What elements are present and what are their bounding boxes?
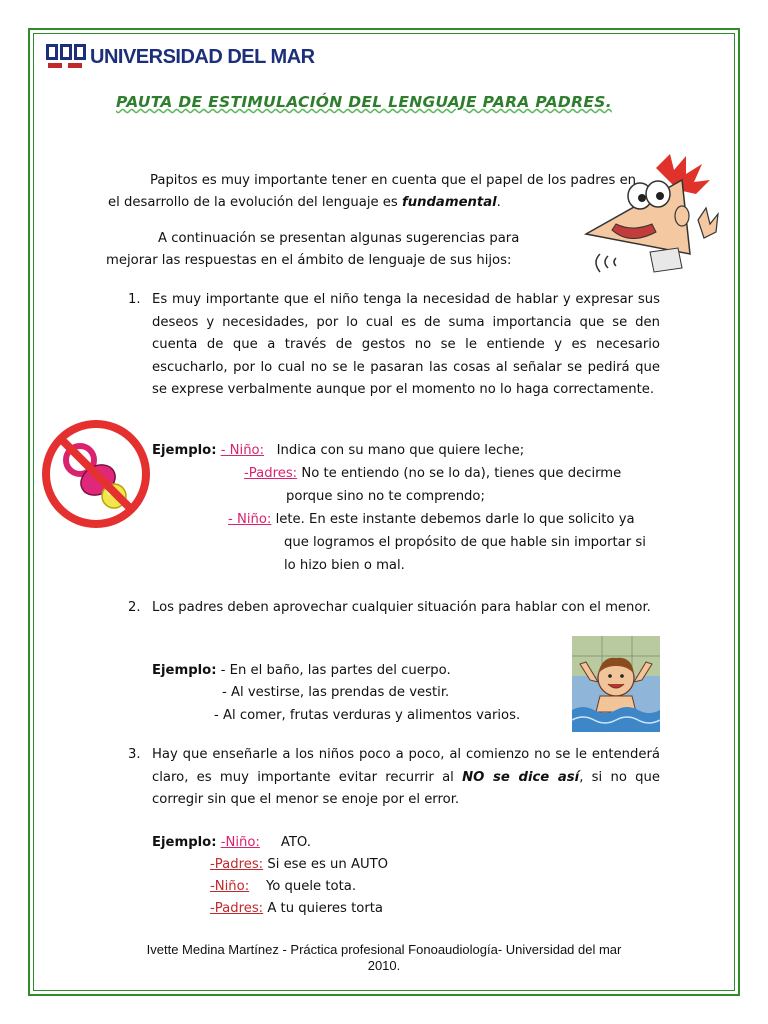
item-text-3-b: , si no que corregir sin que el menor se enoje por el error.: [152, 769, 661, 807]
example-1-row-3: [228, 509, 668, 532]
example-3-text-4: A tu quieres torta: [267, 901, 384, 916]
example-3-label: Ejemplo: [152, 835, 212, 850]
page-title: PAUTA DE ESTIMULACIÓN DEL LENGUAJE PARA PADRES.: [116, 93, 612, 111]
example-3-text-3: Yo quele tota.: [265, 879, 357, 894]
child-bath-illustration: [572, 636, 660, 732]
example-3-row-2: [210, 854, 570, 877]
example-2-line-3: - Al comer, frutas verduras y alimentos varios.: [214, 708, 521, 723]
item-text-3-a: Hay que enseñarle a los niños poco a poco, al comienzo no se le entenderá claro, es muy importante evitar recurrir al: [152, 747, 660, 785]
university-logo-icon: [44, 42, 88, 72]
example-3-role-3: -Niño:: [210, 879, 250, 894]
example-3-row-1: [152, 832, 552, 855]
item-text-3: [152, 744, 660, 812]
example-3-row-3: [210, 876, 570, 899]
example-1-row-2: [244, 463, 674, 486]
intro-line-1: Papitos es muy importante tener en cuenta que el papel de los padres en: [150, 173, 637, 188]
example-3-text-1: ATO.: [280, 835, 311, 850]
footer-line-1: Ivette Medina Martínez - Práctica profesional Fonoaudiología- Universidad del mar: [146, 942, 622, 957]
example-3-role-1: -Niño:: [220, 835, 260, 850]
example-2-label: Ejemplo: [152, 663, 212, 678]
example-2-colon: :: [211, 663, 217, 678]
example-1-row-3-cont-1: que logramos el propósito de que hable sin importar si: [284, 535, 646, 550]
example-1-colon: :: [211, 443, 217, 458]
example-3-colon: :: [211, 835, 217, 850]
item-number-2: 2.: [128, 600, 141, 615]
intro-line-2-end: .: [496, 195, 501, 210]
no-pacifier-sign-icon: [40, 418, 152, 530]
example-3-role-2: -Padres:: [210, 857, 264, 872]
example-1-row-3-cont-2: lo hizo bien o mal.: [284, 558, 405, 573]
university-logo: [44, 42, 315, 72]
item-text-1: Es muy importante que el niño tenga la necesidad de hablar y expresar sus deseos y necesidades, por lo cual es de suma importancia que se den cuenta de que a través de gestos no se le entiende y es necesario escucharlo, por lo cual no se le pasaran las cosas al señalar se pedirá que se exprese verbalmente aunque por el momento no lo haga correctamente.: [152, 292, 660, 397]
intro-line-4: mejorar las respuestas en el ámbito de lenguaje de sus hijos:: [106, 253, 512, 268]
intro-line-2: [108, 192, 628, 215]
item-number-3: 3.: [128, 747, 141, 762]
intro-emphasis: fundamental: [401, 195, 497, 210]
example-2-line-1: - En el baño, las partes del cuerpo.: [220, 663, 451, 678]
example-3-text-2: Si ese es un AUTO: [267, 857, 389, 872]
example-3-role-4: -Padres:: [210, 901, 264, 916]
logo-text: UNIVERSIDAD DEL MAR: [90, 45, 315, 68]
page-footer: [100, 942, 668, 974]
example-1-row-1: [152, 440, 672, 463]
item-text-2: Los padres deben aprovechar cualquier situación para hablar con el menor.: [152, 600, 651, 615]
example-1-row-2-cont: porque sino no te comprendo;: [286, 489, 485, 504]
example-1-text-3: lete. En este instante debemos darle lo que solicito ya: [275, 512, 635, 527]
footer-line-2: 2010.: [367, 958, 401, 973]
example-1-text-2: No te entiendo (no se lo da), tienes que decirme: [301, 466, 622, 481]
intro-line-2-text: el desarrollo de la evolución del lenguaje es: [108, 195, 402, 210]
item-text-3-emphasis: NO se dice así: [462, 769, 580, 785]
example-1-label: Ejemplo: [152, 443, 212, 458]
example-1-role-nino: - Niño:: [220, 443, 265, 458]
intro-line-3: A continuación se presentan algunas sugerencias para: [158, 231, 520, 246]
example-1-role-padres: -Padres:: [244, 466, 298, 481]
example-1-role-nino-2: - Niño:: [228, 512, 272, 527]
item-number-1: 1.: [128, 292, 141, 307]
example-1-text-1: Indica con su mano que quiere leche;: [276, 443, 525, 458]
example-3-row-4: [210, 898, 570, 921]
example-2-line-2: - Al vestirse, las prendas de vestir.: [222, 685, 450, 700]
example-2-row-1: [152, 660, 572, 683]
